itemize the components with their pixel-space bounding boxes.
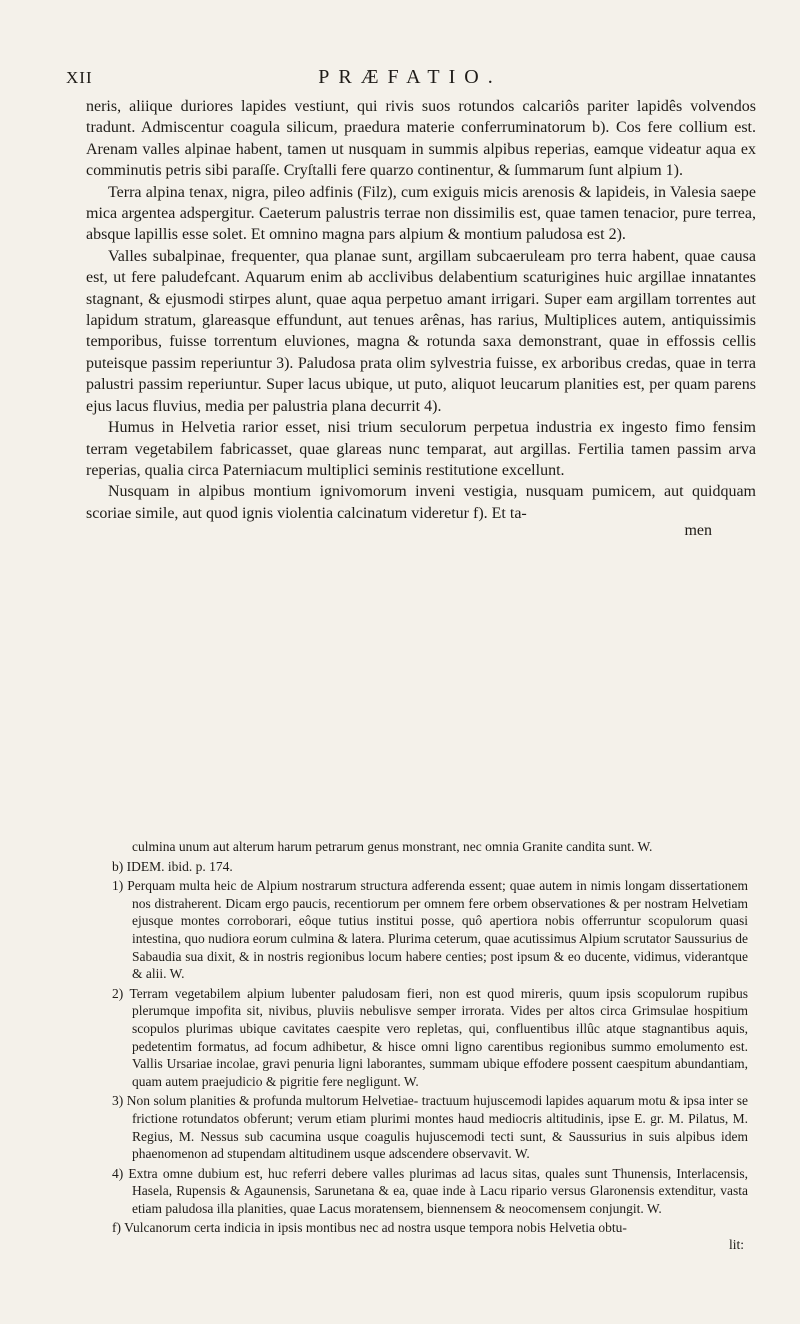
footnote-1: 1) Perquam multa heic de Alpium nostrarum structura adferenda essent; quae autem in nimis longam dissertationem nos distraherent. Dicam ergo paucis, recentiorum per omnem fere orbem observationes & per nostram Helvetiam ejusque montes corroborari, eôque tutius institui posse, quô apertiora nobis offerruntur scopulorum quasi intestina, quo nudiora eorum culmina & latera. Plurima ceterum, quae acutissimus Alpium scrutator Saussurius de Sabaudia sua dixit, & in nostris regionibus locum habere centies; post ipsum & eo ducente, vidimus, viderantque & alii. W. (112, 878, 748, 982)
footnote-2: 2) Terram vegetabilem alpium lubenter paludosam fieri, non est quod mireris, quum ipsis scopulorum rupibus plerumque impofita sit, nivibus, pluviis nebulisve semper irrorata. Vides per altos circa Grimsulae hospitium scopulos plurimas ubique cavitates caespite vero repletas, qui, confluentibus illûc atque stagnantibus aquis, pedetentim formatus, ad focum adhibetur, & hisce omni ligno carentibus regionibus summo emolumento est. Vallis Ursariae incolae, gravi penuria ligni laborantes, summam ubique effodere possent caespitum abundantiam, quam autem praejudicio & pigritie fere negligunt. W. (112, 985, 748, 1089)
page-number: XII (66, 68, 93, 87)
footnotes (112, 838, 748, 1253)
page-header (60, 62, 760, 92)
catchword: men (684, 522, 712, 540)
footnote-continuation: culmina unum aut alterum harum petrarum genus monstrant, nec omnia Granite candita sunt. W. (132, 839, 653, 854)
footnote-4: 4) Extra omne dubium est, huc referri debere valles plurimas ad lacus sitas, quales sunt Thunensis, Interlacensis, Hasela, Rupensis & Agaunensis, Sarunetana & ea, quae inde à Lacu ripario versus Glaronensis extenditur, vasta etiam paludosa illa planities, quae Lacus moratensem, biennensem & neocomensem conjungit. W. (112, 1165, 748, 1216)
footnote-b: b) IDEM. ibid. p. 174. (112, 858, 233, 874)
paragraph-1: neris, aliique duriores lapides vestiunt, qui rivis suos rotundos calcariôs pariter lapidês volvendos tradunt. Admiscentur coagula silicum, praedura materie conferruminatorum b). Cos fere collium est. Arenam valles alpinae habent, tamen ut nusquam in summis alpibus reperias, eamque videatur aqua ex comminutis petris sibi paraſſe. Cryſtalli fere quarzo continentur, & ſummarum ſunt alpium 1). (86, 98, 756, 180)
paragraph-2: Terra alpina tenax, nigra, pileo adfinis (Filz), cum exiguis micis arenosis & lapideis, in Valesia saepe mica argentea adspergitur. Caeterum palustris terrae non dissimilis est, quae tamen tenacior, pure terrea, absque lapillis esse solet. Et omnino magna pars alpium & montium paludosa est 2). (86, 183, 756, 244)
footnote-f: f) Vulcanorum certa indicia in ipsis montibus nec ad nostra usque tempora nobis Helvetia obtu- (112, 1220, 627, 1236)
running-title: PRÆFATIO. (318, 66, 502, 88)
paragraph-5: Nusquam in alpibus montium ignivomorum inveni vestigia, nusquam pumicem, aut quidquam scoriae simile, aut quod ignis violentia calcinatum videretur f). Et ta- (86, 483, 756, 522)
paragraph-4: Humus in Helvetia rarior esset, nisi trium seculorum perpetua industria ex ingesto fimo fensim terram vegetabilem fabricasset, quae glareas nunc temparat, aut argillas. Fertilia tamen passim arva reperias, qualia circa Paterniacum multiplici seminis restitutione excellunt. (86, 419, 756, 479)
paragraph-3: Valles subalpinae, frequenter, qua planae sunt, argillam subcaeruleam pro terra habent, quae causa est, ut fere paludefcant. Aquarum enim ab acclivibus delabentium scaturigines huic argillae innatantes stagnant, & ejusmodi stirpes alunt, quae aqua perpetuo amant irrigari. Super eam argillam torrentes aut lapidum stratum, glareasque effundunt, aut tenues arênas, has rarius, Multiplices autem, antiquissimis temporibus, fuisse torrentum eluviones, magna & rotunda saxa demonstrant, quae in effossis cellis puteisque passim reperiuntur 3). Paludosa prata olim sylvestria fuisse, ex arboribus credas, quae in terra palustri passim reperiuntur. Super lacus ubique, ut puto, aliquot leucarum planities est, per quam parens ejus lacus fluvius, media per palustria plana decurrit 4). (86, 247, 756, 415)
main-text (86, 96, 756, 540)
footnote-3: 3) Non solum planities & profunda multorum Helvetiae- tractuum hujuscemodi lapides aquarum motu & ipsa inter se frictione rotundatos obferunt; verum etiam plurimi montes haud mediocris altitudinis, ipse E. gr. M. Pilatus, M. Regius, M. Nessus sub cacumina usque coagulis hujuscemodi tecti sunt, & Saussurius in suis alpibus idem phaenomenon ad stupendam altitudinem usque adscendere observavit. W. (112, 1093, 748, 1162)
footnote-catchword: lit: (728, 1237, 744, 1253)
